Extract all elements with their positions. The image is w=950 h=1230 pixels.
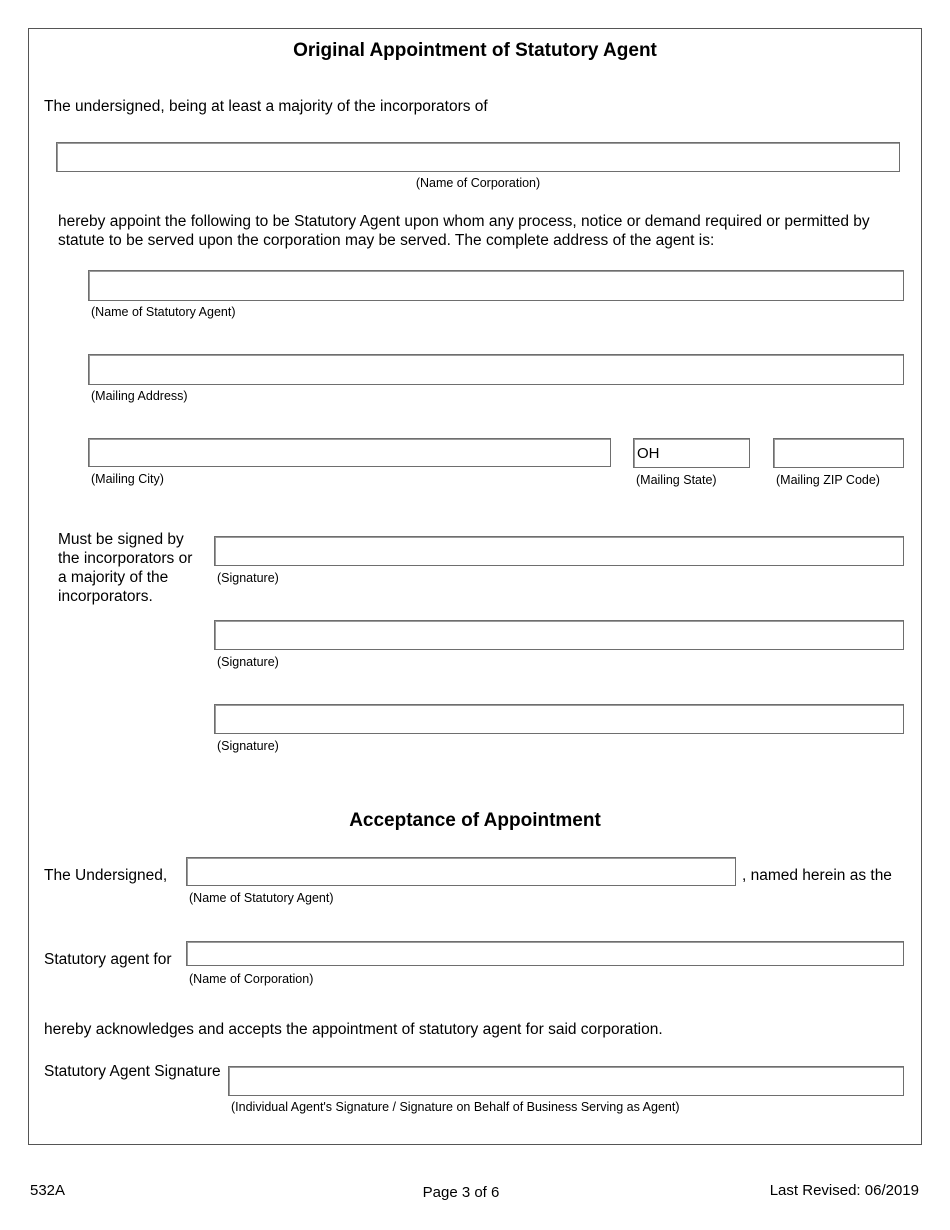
acceptance-agent-name-input[interactable] bbox=[186, 857, 736, 886]
agent-name-input[interactable] bbox=[88, 270, 904, 301]
incorporator-signature-label: (Signature) bbox=[217, 571, 279, 585]
incorporator-signature-input[interactable] bbox=[214, 536, 904, 566]
mailing-address-input[interactable] bbox=[88, 354, 904, 385]
intro-text: The undersigned, being at least a majority of the incorporators of bbox=[44, 98, 488, 115]
named-herein-text: , named herein as the bbox=[742, 867, 892, 884]
undersigned-label: The Undersigned, bbox=[44, 867, 168, 884]
mailing-zip-input[interactable] bbox=[773, 438, 904, 468]
acceptance-title: Acceptance of Appointment bbox=[349, 810, 601, 831]
agent-name-label: (Name of Statutory Agent) bbox=[91, 305, 236, 319]
incorporator-signature-input[interactable] bbox=[214, 704, 904, 734]
agent-for-label: Statutory agent for bbox=[44, 951, 172, 968]
mailing-state-label: (Mailing State) bbox=[636, 473, 717, 487]
incorporator-signature-input[interactable] bbox=[214, 620, 904, 650]
incorporator-signature-label: (Signature) bbox=[217, 655, 279, 669]
mailing-address-label: (Mailing Address) bbox=[91, 389, 188, 403]
form-title: Original Appointment of Statutory Agent bbox=[293, 40, 657, 61]
last-revised: Last Revised: 06/2019 bbox=[769, 1182, 919, 1199]
agent-signature-label: Statutory Agent Signature bbox=[44, 1063, 221, 1080]
mailing-city-input[interactable] bbox=[88, 438, 611, 467]
acceptance-corporation-name-label: (Name of Corporation) bbox=[189, 972, 314, 986]
corporation-name-label: (Name of Corporation) bbox=[415, 176, 541, 190]
agent-signature-caption: (Individual Agent's Signature / Signature on Behalf of Business Serving as Agent) bbox=[231, 1100, 680, 1114]
page-number: Page 3 of 6 bbox=[422, 1184, 500, 1201]
mailing-state-input[interactable] bbox=[633, 438, 750, 468]
form-number: 532A bbox=[30, 1182, 66, 1199]
appoint-text: hereby appoint the following to be Statutory Agent upon whom any process, notice or demand required or permitted by statute to be served upon the corporation may be served. The complete address of the agent is: bbox=[58, 213, 870, 249]
acceptance-agent-name-label: (Name of Statutory Agent) bbox=[189, 891, 334, 905]
acknowledge-text: hereby acknowledges and accepts the appointment of statutory agent for said corporation. bbox=[44, 1021, 663, 1038]
mailing-city-label: (Mailing City) bbox=[91, 472, 164, 486]
mailing-zip-label: (Mailing ZIP Code) bbox=[776, 473, 880, 487]
agent-signature-input[interactable] bbox=[228, 1066, 904, 1096]
acceptance-corporation-name-input[interactable] bbox=[186, 941, 904, 966]
corporation-name-input[interactable] bbox=[56, 142, 900, 172]
signature-note: Must be signed by the incorporators or a majority of the incorporators. bbox=[58, 531, 193, 605]
incorporator-signature-label: (Signature) bbox=[217, 739, 279, 753]
